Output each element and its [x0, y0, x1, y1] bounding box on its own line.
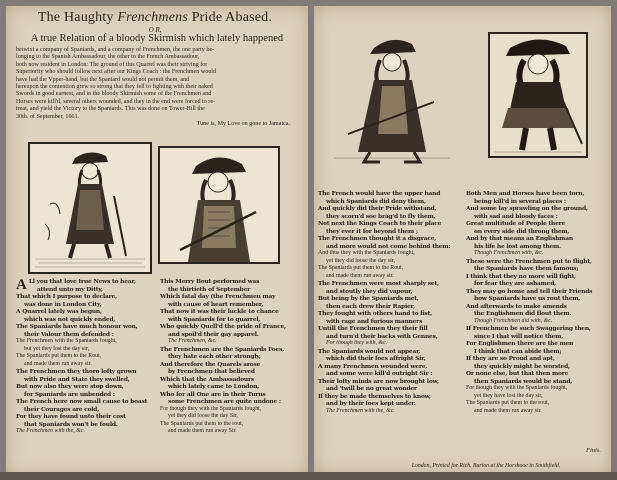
verse-line: But being by the Spaniards met,	[318, 295, 419, 302]
verse-line: And thus they with the Spaniards fought,	[318, 250, 415, 256]
verse-line: A Quarrel lately was begun,	[16, 308, 102, 315]
verse-line: Who quickly Quell'd the pride of France,	[160, 323, 286, 330]
refrain-line: The Frenchmen with the, &c.	[326, 407, 395, 414]
verse-line: attend unto my Ditty,	[36, 285, 103, 293]
scanner-background	[0, 472, 617, 480]
prose-summary	[16, 47, 300, 128]
verse-line: The French would have the upper hand	[318, 190, 441, 197]
verse-line: yet they have lost the day sir,	[474, 392, 543, 399]
verse-line: then each drew their Rapier,	[326, 302, 415, 310]
verse-line: yet they did loose the day Sir,	[168, 413, 238, 419]
verse-line: with Pride and State they swelled,	[24, 375, 130, 383]
verse-line: And quickly did their Pride withstand,	[318, 205, 437, 212]
verse-line: Their lofty minds are now brought low,	[318, 377, 439, 385]
verse-line: They may go home and tell their Friends	[466, 287, 593, 295]
verse-line: which was not quickly ended,	[24, 315, 116, 323]
verse-line: For though they with the Spaniards fought,	[466, 385, 568, 391]
verse-line: for fear they are ashamed,	[474, 280, 556, 287]
verse-line: which lately came to London,	[168, 383, 260, 390]
verse-line: Not next the Kings Coach to their place	[318, 220, 442, 227]
verse-line: Who for all One are in their Turns	[160, 390, 266, 398]
verse-line: I think that they no more will fight,	[466, 272, 576, 280]
ballad-column-2	[160, 278, 306, 436]
verse-line: and spoil'd their gay apparel.	[168, 330, 259, 338]
verse-line: But now also they were stop down,	[16, 383, 124, 390]
verse-line: and by their foes kept under.	[326, 400, 416, 407]
title-prefix: The Haughty	[37, 10, 118, 25]
title-or: O R,	[148, 26, 162, 34]
verse-line: the thirtieth of September	[168, 285, 251, 293]
verse-line: These were the Frenchmen put to flight,	[466, 257, 592, 265]
prose-line: longing to the Spanish Ambassadour, the other to the French Ambassadour,	[16, 54, 200, 61]
verse-line: They fought with others hand to fist,	[318, 310, 433, 317]
woodcut-gentleman-icon	[28, 142, 152, 274]
verse-line: The Spaniards put them to the rout,	[466, 400, 550, 406]
prose-line: Swords in good earnest, and in the bloody Skirmish some of the Frenchmen and	[16, 91, 212, 98]
verse-line: The French here now small cause to boast	[16, 398, 148, 405]
verse-line: with sad and bloody faces :	[474, 212, 558, 220]
verse-line: and more would not come behind them:	[326, 242, 451, 250]
verse-line: If they are so Proud and apt,	[466, 355, 555, 362]
verse-line: his life he lost among them.	[474, 242, 561, 250]
verse-line: with Spaniards for to quarrel,	[168, 315, 261, 323]
printer-imprint: London, Printed for Rich. Burton at the Horshooe in Smithfield.	[411, 463, 561, 469]
verse-line: on every side did throng them,	[474, 227, 570, 235]
verse-line: by Frenchmen that believed	[168, 368, 255, 375]
verse-line: The Spaniards put them to the rout,	[160, 420, 244, 427]
verse-line: The Frenchmen thought it a disgrace,	[318, 235, 437, 242]
verse-line: and stoutly they did vapour,	[326, 287, 413, 295]
verse-line: which Spaniards did deny them,	[326, 197, 426, 205]
verse-line: The Spaniards would not appear,	[318, 347, 421, 355]
verse-line: yet they did loose the day sir,	[326, 257, 395, 264]
verse-line: and 'twill be no great wonder	[326, 385, 417, 392]
verse-line: For they have found unto their cost	[16, 413, 126, 420]
verse-line: being kill'd in several places :	[474, 197, 566, 205]
tune-line: Tune is, My Love on gone to Jamaica.	[196, 121, 290, 128]
verse-line: and made them run away sir.	[474, 407, 542, 414]
woodcut-captain-icon	[488, 32, 588, 158]
verse-line: And by that means an Englishman	[466, 235, 573, 242]
prose-line: Horses were kill'd, several others wounded, and they in the end were forced to re-	[16, 98, 216, 105]
title-suffix: Pride Abased.	[188, 10, 273, 25]
verse-line: If Frenchmen be such Swaggering then,	[466, 325, 591, 332]
prose-line: betwixt a company of Spaniards, and a company of Frenchmen, the one party be-	[16, 47, 215, 53]
verse-line: The Spaniards put them to the Rout,	[318, 265, 404, 271]
verse-line: If they be made themselves to know,	[318, 392, 431, 400]
verse-line: since I that will notice them,	[474, 332, 564, 340]
verse-line: And some lay sprawling on the ground,	[466, 205, 588, 212]
verse-line: the Spaniards have them famous;	[474, 265, 579, 272]
verse-line: Which that the Ambassadours	[160, 375, 254, 383]
verse-line: that Spaniards won't be fould.	[24, 420, 118, 428]
verse-line: Or none else, but that then more	[466, 370, 569, 377]
verse-line: they scorn'd soe brag'd to fly them,	[326, 212, 436, 220]
verse-line: how Spaniards have us rout them,	[474, 295, 581, 302]
verse-line: Ll you that love true News to hear,	[28, 278, 136, 285]
verse-line: The Spaniards put them to the Rout,	[16, 353, 102, 359]
ballad-title	[10, 10, 300, 26]
refrain-line: The Frenchmen, &c.	[168, 338, 217, 344]
verse-line: The Spaniards have much honour won,	[16, 323, 138, 330]
verse-line: their Valour them defended :	[24, 330, 114, 338]
verse-line: I think that can abide them;	[474, 347, 562, 355]
verse-line: This Merry Bout performed was	[160, 278, 260, 285]
verse-line: which did their foes affright Sir,	[326, 355, 426, 362]
dropcap-a: A	[16, 277, 27, 293]
verse-line: with rage and furious manners	[326, 317, 423, 325]
prose-line: 30th. of September, 1661.	[16, 113, 80, 120]
verse-line: Which fatal day (the Frenchmen may	[160, 293, 276, 300]
verse-line: The Frenchmen they thoro lofty grown	[16, 368, 137, 375]
verse-line: they ever it for beyond them ;	[326, 227, 418, 235]
refrain-line: For though they with, &c.	[326, 340, 388, 346]
verse-line: And afterwards to make amends	[466, 302, 567, 310]
verse-line: That which I purpose to declare,	[16, 293, 117, 300]
verse-line: The Frenchmen are the Spaniards Foes,	[160, 345, 285, 353]
ballad-column-4	[466, 190, 606, 415]
prose-line: Superiority who should follow next after our Kings Coach : the Frenchmen would	[16, 69, 217, 76]
woodcut-cavalier-icon	[330, 34, 454, 164]
verse-line: For though they with the Spaniards fought,	[160, 405, 262, 412]
prose-line: both now resident in London: The ground of this Quarrel was their striving for	[16, 61, 208, 68]
verse-line: That now it was their luckle to chance	[160, 308, 279, 315]
ballad-column-3	[318, 190, 464, 415]
verse-line: and some were kill'd outright Sir :	[326, 370, 433, 377]
verse-line: with cause of heart remember,	[168, 300, 264, 308]
refrain-line: The Frenchmen with the, &c.	[16, 428, 85, 434]
refrain-line: Though Frenchmen did with, &c.	[474, 317, 553, 324]
verse-line: they hate each other strongly,	[168, 353, 261, 360]
verse-line: and made them run away sir.	[24, 360, 92, 367]
prose-line: have had the Vpper-hand, but the Spaniard would not permit them, and	[16, 76, 190, 83]
verse-line: A many Frenchmen wounded were,	[318, 362, 428, 370]
verse-line: they quickly might be worsted,	[474, 362, 570, 370]
verse-line: then Spaniards would be stand,	[474, 377, 573, 385]
verse-line: some Frenchmen are quite undone :	[168, 398, 281, 405]
verse-line: and made them run away Sir.	[168, 428, 237, 434]
subtitle: A true Relation of a bloody Skirmish which lately happened	[30, 33, 284, 44]
verse-line: For Englishmen there are the men	[466, 340, 574, 347]
verse-line: And therefore the Quarels arose	[160, 360, 261, 368]
finis-mark: Finis.	[586, 447, 601, 454]
verse-line: but yet they lost the day sir,	[24, 345, 90, 352]
verse-line: was done in London City,	[24, 300, 102, 308]
verse-line: their Courages are cold,	[24, 405, 100, 413]
verse-line: Great multitude of People there	[466, 220, 566, 227]
verse-line: The Frenchmen with the Spaniards fought,	[16, 338, 117, 344]
woodcut-swordsman-icon	[158, 146, 280, 264]
prose-line: hereupon the contention grew so strong that they fell to fighting with their naked	[16, 84, 213, 91]
prose-line: treat, and yield the Victory to the Spaniards. This was done on Tower-Hill the	[16, 106, 205, 113]
verse-line: and turn'd their backs with Gennes,	[326, 332, 438, 340]
verse-line: for Spaniards are unbended :	[24, 390, 115, 398]
refrain-line: Though Frenchmen with, &c.	[474, 250, 544, 256]
verse-line: Both Men and Horses have been torn,	[466, 190, 585, 197]
verse-line: and made them run away sir.	[326, 272, 394, 279]
verse-line: The Frenchmen were most sharply set,	[318, 280, 439, 287]
title-emphasis: Frenchmens	[117, 10, 188, 25]
verse-line: the Englishmen did flout them.	[474, 310, 572, 317]
ballad-column-1	[16, 278, 158, 436]
verse-line: Untill the Frenchmen they their fill	[318, 325, 428, 332]
